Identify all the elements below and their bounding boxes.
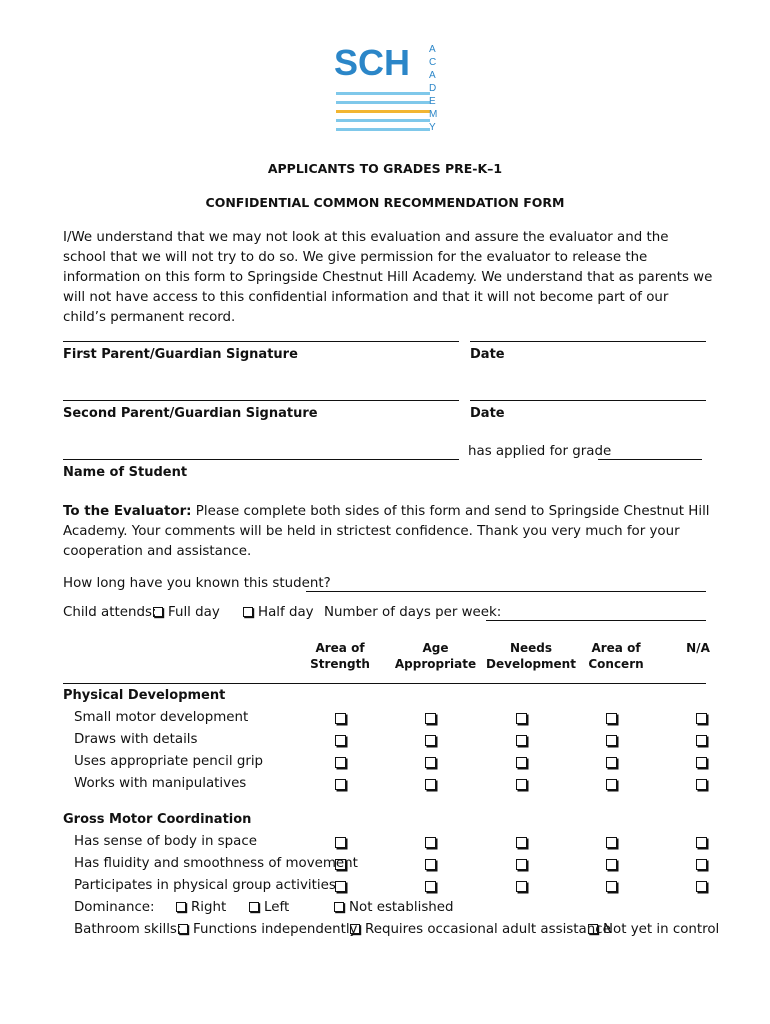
dominance-not-established-option[interactable]	[334, 900, 454, 915]
full-day-option[interactable]	[153, 605, 220, 620]
rating-checkbox[interactable]	[516, 837, 527, 848]
logo-stripe	[336, 101, 430, 104]
row-label: Has sense of body in space	[74, 834, 257, 849]
second-signature-label: Second Parent/Guardian Signature	[63, 406, 318, 421]
logo-side-letter: M	[429, 109, 438, 120]
known-question: How long have you known this student?	[63, 576, 331, 591]
rating-checkbox[interactable]	[696, 779, 707, 790]
option-label: Functions independently	[193, 922, 358, 937]
school-logo	[334, 42, 444, 142]
rating-checkbox[interactable]	[425, 735, 436, 746]
checkbox-icon[interactable]	[588, 924, 598, 934]
rating-checkbox[interactable]	[425, 713, 436, 724]
attends-label: Child attends:	[63, 605, 157, 620]
row-label: Participates in physical group activities	[74, 878, 336, 893]
signature-line-1[interactable]	[63, 341, 459, 342]
days-per-week-line[interactable]	[486, 620, 706, 621]
rating-checkbox[interactable]	[606, 881, 617, 892]
logo-letters: SCH	[334, 42, 411, 83]
column-header-strength: Area of Strength	[310, 641, 370, 671]
dominance-right-option[interactable]	[176, 900, 226, 915]
bathroom-not-in-control-option[interactable]	[588, 922, 719, 937]
checkbox-icon[interactable]	[334, 902, 344, 912]
logo-side-letter: C	[429, 57, 437, 68]
rating-checkbox[interactable]	[696, 881, 707, 892]
rating-checkbox[interactable]	[425, 859, 436, 870]
rating-checkbox[interactable]	[606, 757, 617, 768]
rating-checkbox[interactable]	[335, 881, 346, 892]
date-label-1: Date	[470, 347, 505, 362]
date-label-2: Date	[470, 406, 505, 421]
checkbox-icon[interactable]	[176, 902, 186, 912]
row-label: Has fluidity and smoothness of movement	[74, 856, 358, 871]
logo-side-letter: A	[429, 44, 436, 55]
rating-checkbox[interactable]	[516, 713, 527, 724]
rating-checkbox[interactable]	[335, 837, 346, 848]
column-header-concern: Area of Concern	[588, 641, 644, 671]
consent-paragraph: I/We understand that we may not look at this evaluation and assure the evaluator and the school that we will not try to do so. We give permission for the evaluator to release the information on this form to Springside Chestnut Hill Academy. We understand that as parents we will not have access to this confidential information and that it will not become part of our child’s permanent record.	[63, 230, 713, 325]
column-header-age-appropriate: Age Appropriate	[394, 641, 477, 671]
form-title-grades: APPLICANTS TO GRADES PRE-K–1	[267, 161, 503, 176]
rating-checkbox[interactable]	[606, 735, 617, 746]
checkbox-icon[interactable]	[178, 924, 188, 934]
bathroom-assistance-option[interactable]	[350, 922, 611, 937]
row-label: Draws with details	[74, 732, 198, 747]
rating-checkbox[interactable]	[516, 859, 527, 870]
rating-checkbox[interactable]	[696, 837, 707, 848]
checkbox-icon[interactable]	[249, 902, 259, 912]
evaluator-text: Please complete both sides of this form and send to Springside Chestnut Hill Academy. Your comments will be held in strictest confidence. Thank you very much for your cooperation and assistance.	[63, 504, 710, 559]
student-name-line[interactable]	[63, 459, 459, 460]
row-label: Small motor development	[74, 710, 249, 725]
column-header-na: N/A	[686, 641, 710, 655]
evaluator-instructions	[63, 502, 713, 562]
header-divider	[63, 683, 706, 684]
option-label: Not yet in control	[603, 922, 720, 937]
column-header-needs-development: Needs Development	[486, 641, 576, 671]
rating-checkbox[interactable]	[425, 757, 436, 768]
days-per-week-label: Number of days per week:	[324, 605, 502, 620]
first-signature-label: First Parent/Guardian Signature	[63, 347, 298, 362]
dominance-label: Dominance:	[74, 900, 155, 915]
row-label: Uses appropriate pencil grip	[74, 754, 264, 769]
rating-checkbox[interactable]	[335, 735, 346, 746]
row-label: Works with manipulatives	[74, 776, 247, 791]
evaluator-lead: To the Evaluator:	[63, 504, 192, 519]
date-line-1[interactable]	[470, 341, 706, 342]
rating-checkbox[interactable]	[696, 713, 707, 724]
section-physical-development: Physical Development	[63, 688, 226, 703]
rating-checkbox[interactable]	[425, 779, 436, 790]
checkbox-icon[interactable]	[243, 607, 253, 617]
rating-checkbox[interactable]	[335, 713, 346, 724]
logo-side-letter: E	[429, 96, 436, 107]
option-label: Not established	[349, 900, 454, 915]
half-day-label: Half day	[258, 605, 314, 620]
logo-side-letter: Y	[429, 122, 436, 133]
rating-checkbox[interactable]	[335, 859, 346, 870]
rating-checkbox[interactable]	[335, 757, 346, 768]
option-label: Left	[264, 900, 290, 915]
rating-checkbox[interactable]	[696, 859, 707, 870]
rating-checkbox[interactable]	[696, 735, 707, 746]
rating-checkbox[interactable]	[516, 881, 527, 892]
rating-checkbox[interactable]	[425, 881, 436, 892]
rating-checkbox[interactable]	[335, 779, 346, 790]
rating-checkbox[interactable]	[606, 859, 617, 870]
applied-grade-text: has applied for grade	[468, 444, 612, 459]
checkbox-icon[interactable]	[153, 607, 163, 617]
option-label: Right	[191, 900, 227, 915]
signature-line-2[interactable]	[63, 400, 459, 401]
rating-checkbox[interactable]	[606, 779, 617, 790]
rating-checkbox[interactable]	[696, 757, 707, 768]
logo-side-letter: A	[429, 70, 436, 81]
logo-side-letter: D	[429, 83, 437, 94]
logo-stripe	[336, 128, 430, 131]
rating-checkbox[interactable]	[425, 837, 436, 848]
full-day-label: Full day	[168, 605, 220, 620]
section-gross-motor: Gross Motor Coordination	[63, 812, 252, 827]
checkbox-icon[interactable]	[350, 924, 360, 934]
rating-checkbox[interactable]	[516, 735, 527, 746]
rating-checkbox[interactable]	[606, 837, 617, 848]
logo-stripe	[336, 92, 430, 95]
logo-stripe	[336, 110, 430, 113]
option-label: Requires occasional adult assistance	[365, 922, 611, 937]
date-line-2[interactable]	[470, 400, 706, 401]
form-title: CONFIDENTIAL COMMON RECOMMENDATION FORM	[205, 195, 565, 210]
rating-checkbox[interactable]	[516, 757, 527, 768]
bathroom-label: Bathroom skills:	[74, 922, 182, 937]
known-answer-line[interactable]	[306, 591, 706, 592]
half-day-option[interactable]	[243, 605, 314, 620]
dominance-left-option[interactable]	[249, 900, 289, 915]
grade-line[interactable]	[598, 459, 702, 460]
rating-checkbox[interactable]	[606, 713, 617, 724]
bathroom-independent-option[interactable]	[178, 922, 357, 937]
student-name-label: Name of Student	[63, 465, 188, 480]
rating-checkbox[interactable]	[516, 779, 527, 790]
logo-stripe	[336, 119, 430, 122]
